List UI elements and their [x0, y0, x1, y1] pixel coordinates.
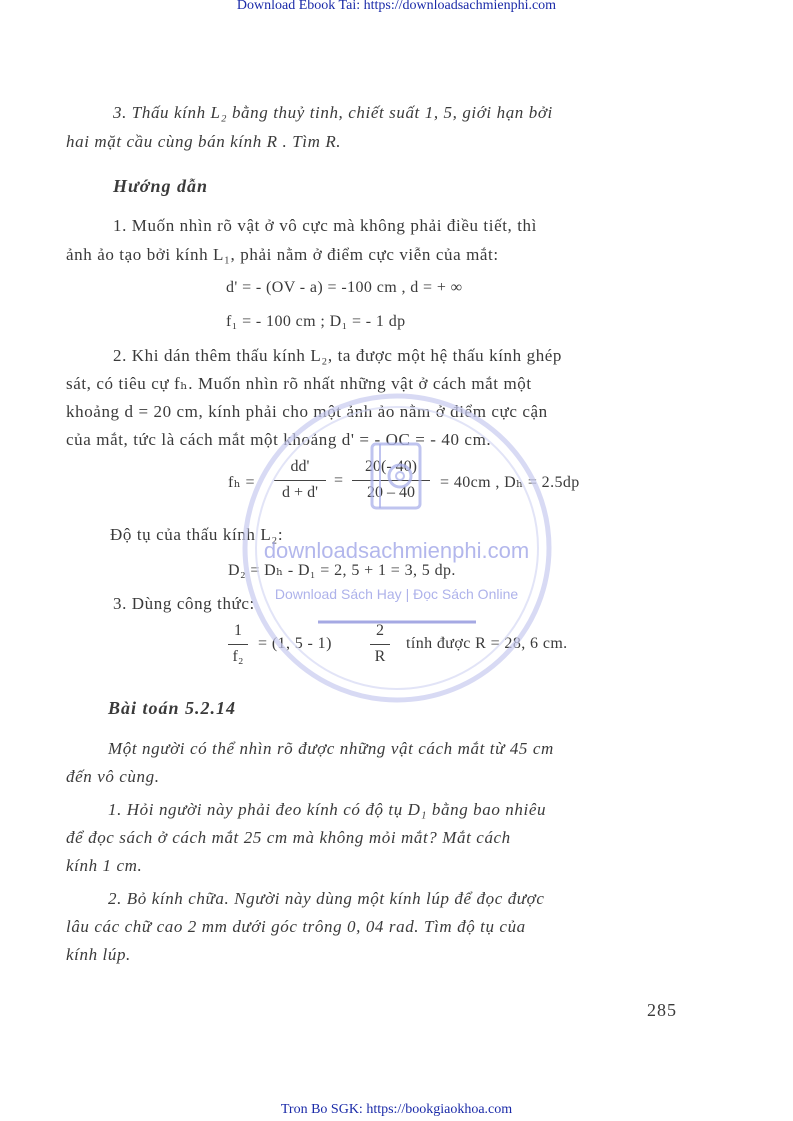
step3-line1: 3. Dùng công thức:: [113, 594, 255, 613]
focal-power-equation: D₂ = Dₕ - D₁ = 2, 5 + 1 = 3, 5 dp.: [228, 562, 456, 579]
fraction3-numerator: 1: [234, 622, 242, 639]
fraction1-denominator: d + d': [282, 484, 318, 501]
fraction2-bar: [352, 480, 430, 481]
step1-equation1: d' = - (OV - a) = -100 cm , d = + ∞: [226, 279, 463, 296]
focal-power-line: Độ tụ của thấu kính L₂:: [110, 525, 284, 544]
step3-result: tính được R = 28, 6 cm.: [406, 635, 568, 652]
equals-sign: =: [334, 472, 344, 489]
problem3-line2: hai mặt cầu cùng bán kính R . Tìm R.: [66, 132, 342, 151]
problem-intro-line2: đến vô cùng.: [66, 767, 160, 786]
fraction3-denominator: f₂: [232, 648, 244, 665]
watermark-tagline: Download Sách Hay | Đọc Sách Online: [274, 586, 519, 602]
step2-line2: sát, có tiêu cự fₕ. Muốn nhìn rõ nhất những vật ở cách mắt một: [66, 374, 532, 393]
step2-line3: khoảng d = 20 cm, kính phải cho một ảnh ảo nằm ở điểm cực cận: [66, 402, 548, 421]
page-number: 285: [647, 1000, 677, 1020]
fraction1-numerator: dd': [290, 458, 310, 475]
fraction3-bar: [228, 644, 248, 645]
question2-line2: lâu các chữ cao 2 mm dưới góc trông 0, 04 rad. Tìm độ tụ của: [66, 917, 526, 936]
problem-heading: Bài toán 5.2.14: [108, 698, 237, 718]
header-download-link[interactable]: Download Ebook Tai: https://downloadsachmienphi.com: [236, 0, 557, 13]
fraction2-numerator: 20(- 40): [365, 458, 417, 475]
guide-heading: Hướng dẫn: [113, 176, 208, 196]
fraction1-bar: [274, 480, 326, 481]
question1-line1: 1. Hỏi người này phải đeo kính có độ tụ D₁ bằng bao nhiêu: [108, 800, 547, 819]
step2-line4: của mắt, tức là cách mắt một khoảng d' = - OC = - 40 cm.: [66, 430, 492, 449]
fraction4-numerator: 2: [376, 622, 384, 639]
step1-equation2: f₁ = - 100 cm ; D₁ = - 1 dp: [226, 313, 406, 330]
watermark-site: downloadsachmienphi.com: [263, 538, 530, 563]
step1-line1: 1. Muốn nhìn rõ vật ở vô cực mà không phải điều tiết, thì: [113, 216, 537, 235]
focal-label: fₕ =: [228, 474, 255, 491]
problem3-line1: 3. Thấu kính L₂ bằng thuỷ tinh, chiết suất 1, 5, giới hạn bởi: [113, 103, 553, 122]
problem-intro-line1: Một người có thể nhìn rõ được những vật cách mắt từ 45 cm: [108, 739, 554, 758]
fraction2-denominator: 20 – 40: [367, 484, 415, 501]
question2-line1: 2. Bỏ kính chữa. Người này dùng một kính lúp để đọc được: [108, 889, 545, 908]
fraction4-bar: [370, 644, 390, 645]
question1-line3: kính 1 cm.: [66, 856, 143, 875]
step1-line2: ảnh ảo tạo bởi kính L₁, phải nằm ở điểm cực viễn của mắt:: [66, 245, 499, 264]
fraction4-denominator: R: [374, 648, 386, 665]
question2-line3: kính lúp.: [66, 945, 131, 964]
footer-sgk-link[interactable]: Tron Bo SGK: https://bookgiaokhoa.com: [280, 1102, 513, 1117]
step2-line1: 2. Khi dán thêm thấu kính L₂, ta được một hệ thấu kính ghép: [113, 346, 563, 365]
step2-result: = 40cm , Dₕ = 2.5dp: [440, 474, 580, 491]
question1-line2: để đọc sách ở cách mắt 25 cm mà không mỏi mắt? Mắt cách: [66, 828, 511, 847]
step3-middle: = (1, 5 - 1): [258, 635, 332, 652]
